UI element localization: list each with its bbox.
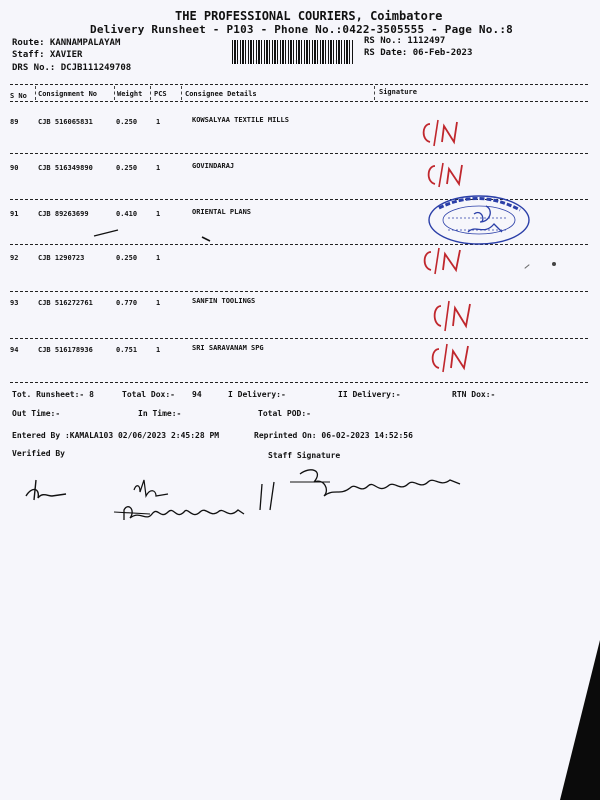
cell-weight: 0.751	[116, 346, 138, 354]
cell-consignment: CJB 516178936	[38, 346, 93, 354]
cell-weight: 0.250	[116, 164, 138, 172]
staff-signature-label: Staff Signature	[268, 451, 341, 460]
col-pcs: PCS	[154, 90, 167, 98]
barcode	[232, 40, 354, 64]
cell-consignment: CJB 516349890	[38, 164, 93, 172]
signature-cn	[428, 340, 480, 376]
row-separator	[10, 338, 588, 339]
cell-pcs: 1	[156, 254, 161, 262]
col-divider	[150, 86, 151, 100]
runsheet-subtitle: Delivery Runsheet - P103 - Phone No.:0422-3505555 - Page No.:8	[90, 23, 513, 36]
cell-pcs: 1	[156, 164, 161, 172]
cell-pcs: 1	[156, 299, 161, 307]
col-divider	[374, 86, 375, 100]
drs-number: DRS No.: DCJB111249708	[12, 63, 132, 73]
total-pod: Total POD:-	[258, 409, 311, 418]
cell-sno: 93	[10, 299, 19, 307]
cell-consignee: SRI SARAVANAM SPG	[192, 344, 264, 352]
signature-cn	[418, 116, 468, 150]
route-label: Route: KANNAMPALAYAM	[12, 38, 121, 48]
verified-by: Verified By	[12, 449, 65, 458]
pen-mark	[200, 234, 214, 244]
staff-label: Staff: XAVIER	[12, 50, 83, 60]
scan-mark	[552, 262, 556, 266]
cell-sno: 91	[10, 210, 19, 218]
cell-consignee: GOVINDARAJ	[192, 162, 235, 170]
col-divider	[114, 86, 115, 100]
i-delivery: I Delivery:-	[228, 390, 286, 399]
row-separator	[10, 291, 588, 292]
cell-consignee: SANFIN TOOLINGS	[192, 297, 256, 305]
col-divider	[35, 86, 36, 100]
scan-mark	[524, 264, 529, 269]
signature-cn	[420, 244, 472, 278]
cell-weight: 0.410	[116, 210, 138, 218]
cell-weight: 0.770	[116, 299, 138, 307]
cell-weight: 0.250	[116, 118, 138, 126]
totals-top-rule	[10, 382, 588, 383]
col-consignee: Consignee Details	[185, 90, 257, 98]
cell-pcs: 1	[156, 118, 161, 126]
reprinted-on: Reprinted On: 06-02-2023 14:52:56	[254, 431, 413, 440]
signature-cn	[430, 296, 482, 336]
col-sno: S No	[10, 92, 27, 100]
pen-mark	[92, 226, 122, 240]
col-weight: Weight	[117, 90, 143, 98]
cell-consignee: KOWSALYAA TEXTILE MILLS	[192, 116, 289, 124]
company-stamp	[424, 192, 534, 248]
cell-consignment: CJB 516065831	[38, 118, 93, 126]
signature-cn	[424, 160, 474, 190]
cell-consignment: CJB 516272761	[38, 299, 93, 307]
verifier-signature	[22, 474, 82, 508]
company-title: THE PROFESSIONAL COURIERS, Coimbatore	[175, 9, 443, 23]
staff-signature	[110, 460, 470, 540]
cell-sno: 92	[10, 254, 19, 262]
cell-weight: 0.250	[116, 254, 138, 262]
row-separator	[10, 153, 588, 154]
cell-consignment: CJB 89263699	[38, 210, 89, 218]
ii-delivery: II Delivery:-	[338, 390, 401, 399]
cell-pcs: 1	[156, 346, 161, 354]
cell-sno: 89	[10, 118, 19, 126]
cell-sno: 94	[10, 346, 19, 354]
rs-number: RS No.: 1112497	[364, 36, 446, 46]
cell-sno: 90	[10, 164, 19, 172]
out-time: Out Time:-	[12, 409, 61, 418]
total-dox-value: 94	[192, 390, 202, 399]
col-consignment: Consignment No	[38, 90, 98, 98]
rtn-dox: RTN Dox:-	[452, 390, 496, 399]
total-dox-label: Total Dox:-	[122, 390, 175, 399]
rs-date: RS Date: 06-Feb-2023	[364, 48, 473, 58]
col-divider	[181, 86, 182, 100]
cell-pcs: 1	[156, 210, 161, 218]
in-time: In Time:-	[138, 409, 182, 418]
entered-by: Entered By :KAMALA103 02/06/2023 2:45:28 PM	[12, 431, 220, 440]
total-runsheet: Tot. Runsheet:- 8	[12, 390, 94, 399]
cell-consignment: CJB 1290723	[38, 254, 85, 262]
header-top-rule	[10, 84, 588, 85]
cell-consignee: ORIENTAL PLANS	[192, 208, 252, 216]
header-bottom-rule	[10, 101, 588, 102]
scan-corner-shadow	[560, 640, 600, 800]
col-signature: Signature	[379, 88, 417, 96]
